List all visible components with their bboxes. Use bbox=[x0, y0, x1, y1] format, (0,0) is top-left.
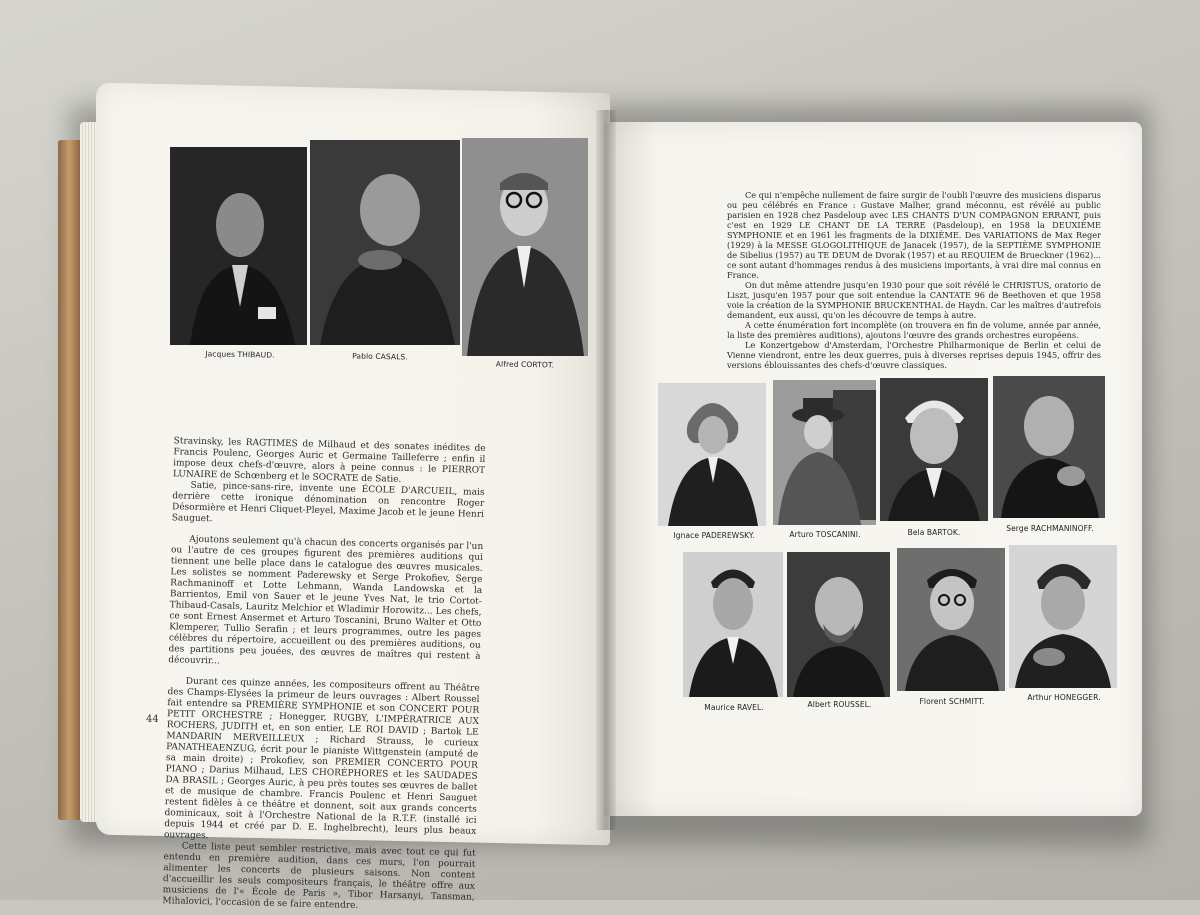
photo-arturo-toscanini bbox=[773, 380, 876, 525]
page-number: 44 bbox=[146, 714, 159, 725]
right-paragraph-2: On dut même attendre jusqu'en 1930 pour que soit révélé le CHRISTUS, oratorio de Liszt, jusqu'en 1957 pour que soit entendue la CANTATE 96 de Beethoven et que 1958 voie la création de la SYMPHONIE BRUCKENTHAL de Haydn. Car les maîtres d'autrefois demandent, eux aussi, qu'on les découvre de temps à autre. bbox=[727, 280, 1101, 320]
portrait-roussel bbox=[787, 552, 890, 697]
portrait-schmitt bbox=[897, 548, 1005, 691]
portrait-toscanini bbox=[773, 380, 876, 525]
caption-rachmaninoff: Serge RACHMANINOFF. bbox=[1006, 524, 1094, 533]
right-paragraph-3: A cette énumération fort incomplète (on trouvera en fin de volume, année par année, la liste des premières auditions), ajoutons l'œuvre des grands orchestres européens. bbox=[727, 320, 1101, 340]
portrait-paderewsky bbox=[658, 383, 766, 526]
caption-ravel: Maurice RAVEL. bbox=[704, 703, 764, 712]
photo-ignace-paderewsky bbox=[658, 383, 766, 526]
book-gutter bbox=[596, 110, 616, 830]
left-paragraph-4: Durant ces quinze années, les compositeurs offrent au Théâtre des Champs-Elysées la primeur de leurs ouvrages : Albert Roussel fait entendre sa PREMIÈRE SYMPHONIE et son CONCERT POUR PETIT ORCHESTRE ; Honegger, RUGBY, L'IMPÉRATRICE AUX ROCHERS, JUDITH et, en son entier, LE ROI DAVID ; Bartok LE MANDARIN MERVEILLEUX ; Richard Strauss, le curieux PANATHEAENZUG, écrit pour le pianiste Wittgenstein (amputé de sa main droite) ; Prokofiev, son PREMIER CONCERTO POUR PIANO ; Darius Milhaud, LES CHORÉPHORES et les SAUDADES DA BRASIL ; Georges Auric, à peu près toutes ses œuvres de ballet et de musique de chambre. Francis Poulenc et Henri Sauguet restent fidèles à ce théâtre et donnent, soit aux grands concerts dominicaux, soit à l'Orchestre National de la R.T.F. (installé ici depuis 1944 et créé par D. E. Inghelbrecht), leurs plus beaux ouvrages. bbox=[163, 676, 480, 842]
photo-serge-rachmaninoff bbox=[993, 376, 1105, 518]
photo-albert-roussel bbox=[787, 552, 890, 697]
right-paragraph-1: Ce qui n'empêche nullement de faire surgir de l'oubli l'œuvre des musiciens disparus ou peu célébrés en France : Gustave Malher, grand méconnu, est révélé au public parisien en 1928 chez Pasdeloup avec LES CHANTS D'UN COMPAGNON ERRANT, puis c'est en 1929 LE CHANT DE LA TERRE (Pasdeloup), en 1958 la DEUXIÈME SYMPHONIE et en 1961 les fragments de la DIXIÈME. Des VARIATIONS de Max Reger (1929) à la MESSE GLOGOLITHIQUE de Janacek (1957), de la SEPTIÈME SYMPHONIE de Sibelius (1957) au TE DEUM de Dvorak (1957) et au REQUIEM de Brueckner (1962)... ce sont autant d'hommages rendus à des musiciens importants, à vrai dire mal connus en France. bbox=[727, 190, 1101, 280]
photo-bela-bartok bbox=[880, 378, 988, 521]
left-paragraph-3: Ajoutons seulement qu'à chacun des concerts organisés par l'un ou l'autre de ces groupes figurent des premières auditions qui tiennent une belle place dans le catalogue des œuvres musicales. Les solistes se nomment Paderewsky et Serge Prokofiev, Serge Rachmaninoff et Lotte Lehmann, Wanda Landowska et la Barrientos, Emil von Sauer et le jeune Yves Nat, le trio Cortot-Thibaud-Casals, Lauritz Melchior et Wladimir Horowitz... Les chefs, ce sont Ernest Ansermet et Arturo Toscanini, Bruno Walter et Otto Klemperer, Tullio Serafin ; et leurs programmes, outre les pages célèbres du répertoire, accueillent ou des premières auditions, ou des partitions peu jouées, des œuvres de maîtres qui restent à découvrir... bbox=[168, 534, 484, 667]
portrait-thibaud bbox=[170, 147, 307, 345]
caption-casals: Pablo CASALS. bbox=[352, 351, 408, 362]
photo-florent-schmitt bbox=[897, 548, 1005, 691]
portrait-rachmaninoff bbox=[993, 376, 1105, 518]
left-paragraph-1: Stravinsky, les RAGTIMES de Milhaud et des sonates inédites de Francis Poulenc, Georges Auric et Germaine Tailleferre ; enfin il impose deux chefs-d'œuvre, alors à peine connus : le PIERROT LUNAIRE de Schœnberg et le SOCRATE de Satie. bbox=[172, 436, 486, 485]
right-paragraph-4: Le Konzertgebow d'Amsterdam, l'Orchestre Philharmonique de Berlin et celui de Vienne viendront, entre les deux guerres, puis à diverses reprises depuis 1945, offrir des versions éblouissantes des chefs-d'œuvre classiques. bbox=[727, 340, 1101, 370]
portrait-cortot bbox=[462, 138, 588, 356]
left-body-text bbox=[162, 436, 485, 914]
caption-bartok: Bela BARTOK. bbox=[907, 528, 961, 537]
portrait-ravel bbox=[683, 552, 783, 697]
portrait-honegger bbox=[1009, 545, 1117, 688]
photo-arthur-honegger bbox=[1009, 545, 1117, 688]
photo-pablo-casals bbox=[310, 140, 460, 345]
photo-alfred-cortot bbox=[462, 138, 588, 356]
portrait-casals bbox=[310, 140, 460, 345]
photo-jacques-thibaud bbox=[170, 147, 307, 345]
caption-schmitt: Florent SCHMITT. bbox=[919, 697, 985, 706]
photo-maurice-ravel bbox=[683, 552, 783, 697]
caption-toscanini: Arturo TOSCANINI. bbox=[789, 530, 861, 539]
caption-roussel: Albert ROUSSEL. bbox=[807, 700, 872, 709]
right-body-text bbox=[727, 190, 1101, 370]
left-paragraph-5: Cette liste peut sembler restrictive, mais avec tout ce qui fut entendu en première audition, dans ces murs, l'on pourrait alimenter les concerts de plusieurs saisons. Non content d'accueillir les seuls compositeurs français, le théâtre offre aux musiciens de l'« École de Paris », Tibor Harsanyi, Tansman, Mihalovici, l'occasion de se faire entendre. bbox=[162, 841, 476, 911]
caption-cortot: Alfred CORTOT. bbox=[495, 359, 555, 370]
left-paragraph-2: Satie, pince-sans-rire, invente une ÉCOLE D'ARCUEIL, mais derrière cette ironique dénomination on rencontre Roger Désormière et Henri Cliquet-Pleyel, Maxime Jacob et le jeune Henri Sauguet. bbox=[171, 480, 485, 525]
caption-honegger: Arthur HONEGGER. bbox=[1027, 693, 1101, 702]
portrait-bartok bbox=[880, 378, 988, 521]
caption-thibaud: Jacques THIBAUD. bbox=[205, 349, 275, 360]
caption-paderewsky: Ignace PADEREWSKY. bbox=[673, 531, 755, 540]
